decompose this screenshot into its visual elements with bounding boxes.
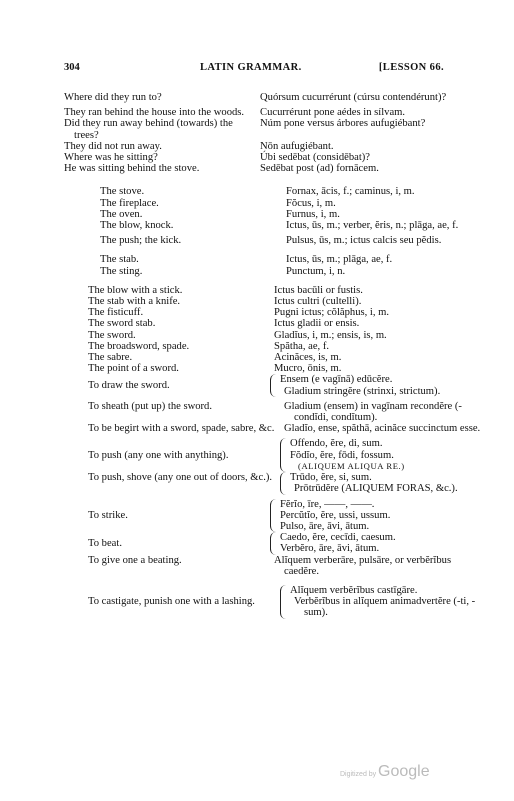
latin-cell: Núm pone versus árbores aufugiébant? bbox=[260, 118, 426, 130]
english-cell: Did they run away behind (towards) the trees? bbox=[64, 118, 233, 141]
latin-cell: Alĭquem verberāre, pulsāre, or verbĕrĭbus caedĕre. bbox=[274, 554, 452, 577]
running-title: LATIN GRAMMAR. bbox=[200, 62, 302, 73]
latin-cell: Sedēbat post (ad) fornācem. bbox=[260, 163, 379, 175]
table-row bbox=[64, 107, 446, 118]
curly-brace bbox=[280, 438, 288, 472]
latin-cell: Gladium (ensem) in vagīnam recondĕre (-condĭdi, condĭtum). bbox=[284, 400, 462, 424]
latin-cell: Pulsus, ūs, m.; ictus calcis seu pĕdis. bbox=[286, 235, 442, 247]
table-row bbox=[64, 209, 446, 220]
page-header bbox=[64, 62, 444, 78]
latin-cell: Fŏcus, i, m. bbox=[286, 197, 336, 209]
table-row bbox=[64, 198, 446, 209]
english-cell: Where was he sitting? bbox=[64, 152, 158, 164]
watermark-caption: Digitized by bbox=[340, 771, 377, 778]
latin-cell: Nōn aufugiébant. bbox=[260, 140, 334, 152]
table-row bbox=[64, 363, 446, 374]
english-cell: The stab with a knife. bbox=[88, 296, 181, 308]
english-cell: The blow with a stick. bbox=[88, 284, 183, 296]
table-row bbox=[64, 532, 446, 554]
table-row bbox=[64, 92, 446, 103]
latin-cell: Pugni ictus; cŏlăphus, i, m. bbox=[274, 307, 390, 319]
table-row bbox=[64, 220, 459, 232]
latin-cell: Ictus, ūs, m.; plāga, ae, f. bbox=[286, 254, 393, 266]
table-row bbox=[64, 163, 446, 174]
english-cell: To beat. bbox=[88, 537, 122, 549]
table-row bbox=[64, 235, 446, 246]
english-cell: To be begirt with a sword, spade, sabre, &c. bbox=[88, 423, 275, 435]
english-cell: They ran behind the house into the woods. bbox=[64, 107, 245, 119]
latin-cell: Punctum, i, n. bbox=[286, 265, 346, 277]
table-row bbox=[64, 285, 446, 296]
latin-cell: Trūdo, ĕre, si, sum. Prōtrūdĕre (ALIQUEM FORAS, &c.). bbox=[280, 472, 486, 494]
table-row bbox=[64, 141, 446, 152]
latin-cell: Úbi sedēbat (considēbat)? bbox=[260, 152, 371, 164]
latin-cell: Ictus bacūli or fustis. bbox=[274, 284, 363, 296]
english-cell: The sword stab. bbox=[88, 318, 156, 330]
table-row bbox=[64, 352, 446, 363]
latin-cell: Gladĭo, ense, spăthā, acinăce succinctum esse. bbox=[284, 423, 481, 435]
table-row bbox=[64, 186, 446, 197]
table-row bbox=[64, 400, 462, 424]
english-cell: Where did they run to? bbox=[64, 92, 162, 103]
latin-cell: Furnus, i, m. bbox=[286, 208, 340, 220]
table-row bbox=[64, 499, 446, 533]
latin-cell: Ensem (e vagīnā) edūcĕre. Gladium stringĕre (strinxi, strictum). bbox=[270, 374, 476, 396]
latin-cell: Fornax, ācis, f.; caminus, i, m. bbox=[286, 186, 415, 198]
english-cell: The stove. bbox=[100, 186, 145, 198]
latin-cell: Mucro, ōnis, m. bbox=[274, 363, 342, 375]
english-cell: The fireplace. bbox=[100, 197, 159, 209]
curly-brace bbox=[270, 374, 278, 396]
table-row bbox=[64, 438, 446, 472]
page-number: 304 bbox=[64, 62, 80, 73]
latin-cell: Offendo, ĕre, di, sum. Fŏdĭo, ĕre, fōdi, fossum. (ALIQUEM ALIQUA RE.) bbox=[280, 438, 486, 472]
english-cell: To push (any one with anything). bbox=[88, 449, 229, 461]
english-cell: The sword. bbox=[88, 329, 136, 341]
english-cell: The sabre. bbox=[88, 352, 133, 364]
english-cell: The oven. bbox=[100, 208, 143, 220]
latin-cell: Caedo, ĕre, cecīdi, caesum. Verbĕro, āre, āvi, ātum. bbox=[270, 532, 476, 554]
table-row bbox=[64, 374, 446, 396]
latin-cell: Quórsum cucurrérunt (cúrsu contendérunt)? bbox=[260, 92, 447, 103]
english-cell: The fisticuff. bbox=[88, 307, 144, 319]
english-cell: To strike. bbox=[88, 509, 128, 521]
lesson-number: [LESSON 66. bbox=[378, 62, 444, 73]
english-cell: The push; the kick. bbox=[100, 235, 182, 247]
latin-cell: Acinăces, is, m. bbox=[274, 352, 342, 364]
english-cell: The blow, knock. bbox=[100, 220, 174, 232]
table-row bbox=[64, 152, 446, 163]
table-row bbox=[64, 266, 446, 277]
english-cell: The point of a sword. bbox=[88, 363, 179, 375]
latin-cell: Fĕrĭo, īre, ——, ——. Percŭtĭo, ĕre, ussi, ussum. Pulso, āre, āvi, ātum. bbox=[270, 499, 476, 533]
latin-cell: Cucurrérunt pone aédes in sílvam. bbox=[260, 107, 406, 119]
english-cell: To push, shove (any one out of doors, &c.). bbox=[88, 472, 273, 484]
table-row bbox=[64, 296, 446, 307]
english-cell: He was sitting behind the stove. bbox=[64, 163, 200, 175]
english-cell: To castigate, punish one with a lashing. bbox=[88, 596, 255, 608]
vocabulary-table bbox=[64, 92, 481, 619]
latin-cell: Ictus cultri (cultelli). bbox=[274, 296, 362, 308]
curly-brace bbox=[270, 532, 278, 554]
google-logo: Google bbox=[378, 763, 430, 780]
curly-brace bbox=[270, 499, 278, 533]
english-cell: The broadsword, spade. bbox=[88, 340, 190, 352]
table-row bbox=[64, 472, 458, 495]
latin-cell: Spătha, ae, f. bbox=[274, 340, 330, 352]
table-row bbox=[64, 341, 446, 352]
table-row bbox=[64, 330, 446, 341]
latin-cell: Alĭquem verbĕrĭbus castīgāre. Verbĕrĭbus in alĭquem animadvertĕre (-ti, -sum). bbox=[280, 585, 486, 619]
latin-cell: Ictus, ūs, m.; verber, ĕris, n.; plāga, ae, f. bbox=[286, 220, 459, 232]
table-row bbox=[64, 307, 446, 318]
table-row bbox=[64, 254, 446, 265]
english-cell: To draw the sword. bbox=[88, 380, 170, 392]
table-row bbox=[64, 423, 481, 435]
english-cell: To give one a beating. bbox=[88, 554, 182, 566]
curly-brace bbox=[280, 472, 288, 494]
latin-cell: Gladĭus, i, m.; ensis, is, m. bbox=[274, 329, 387, 341]
digitized-watermark bbox=[340, 763, 450, 783]
table-row bbox=[64, 554, 452, 577]
english-cell: They did not run away. bbox=[64, 140, 162, 152]
curly-brace bbox=[280, 585, 288, 619]
latin-cell: Ictus gladii or ensis. bbox=[274, 318, 360, 330]
table-row bbox=[64, 318, 446, 329]
english-cell: The sting. bbox=[100, 265, 143, 277]
english-cell: To sheath (put up) the sword. bbox=[88, 400, 213, 412]
english-cell: The stab. bbox=[100, 254, 139, 266]
table-row bbox=[64, 118, 446, 140]
table-row bbox=[64, 584, 476, 619]
